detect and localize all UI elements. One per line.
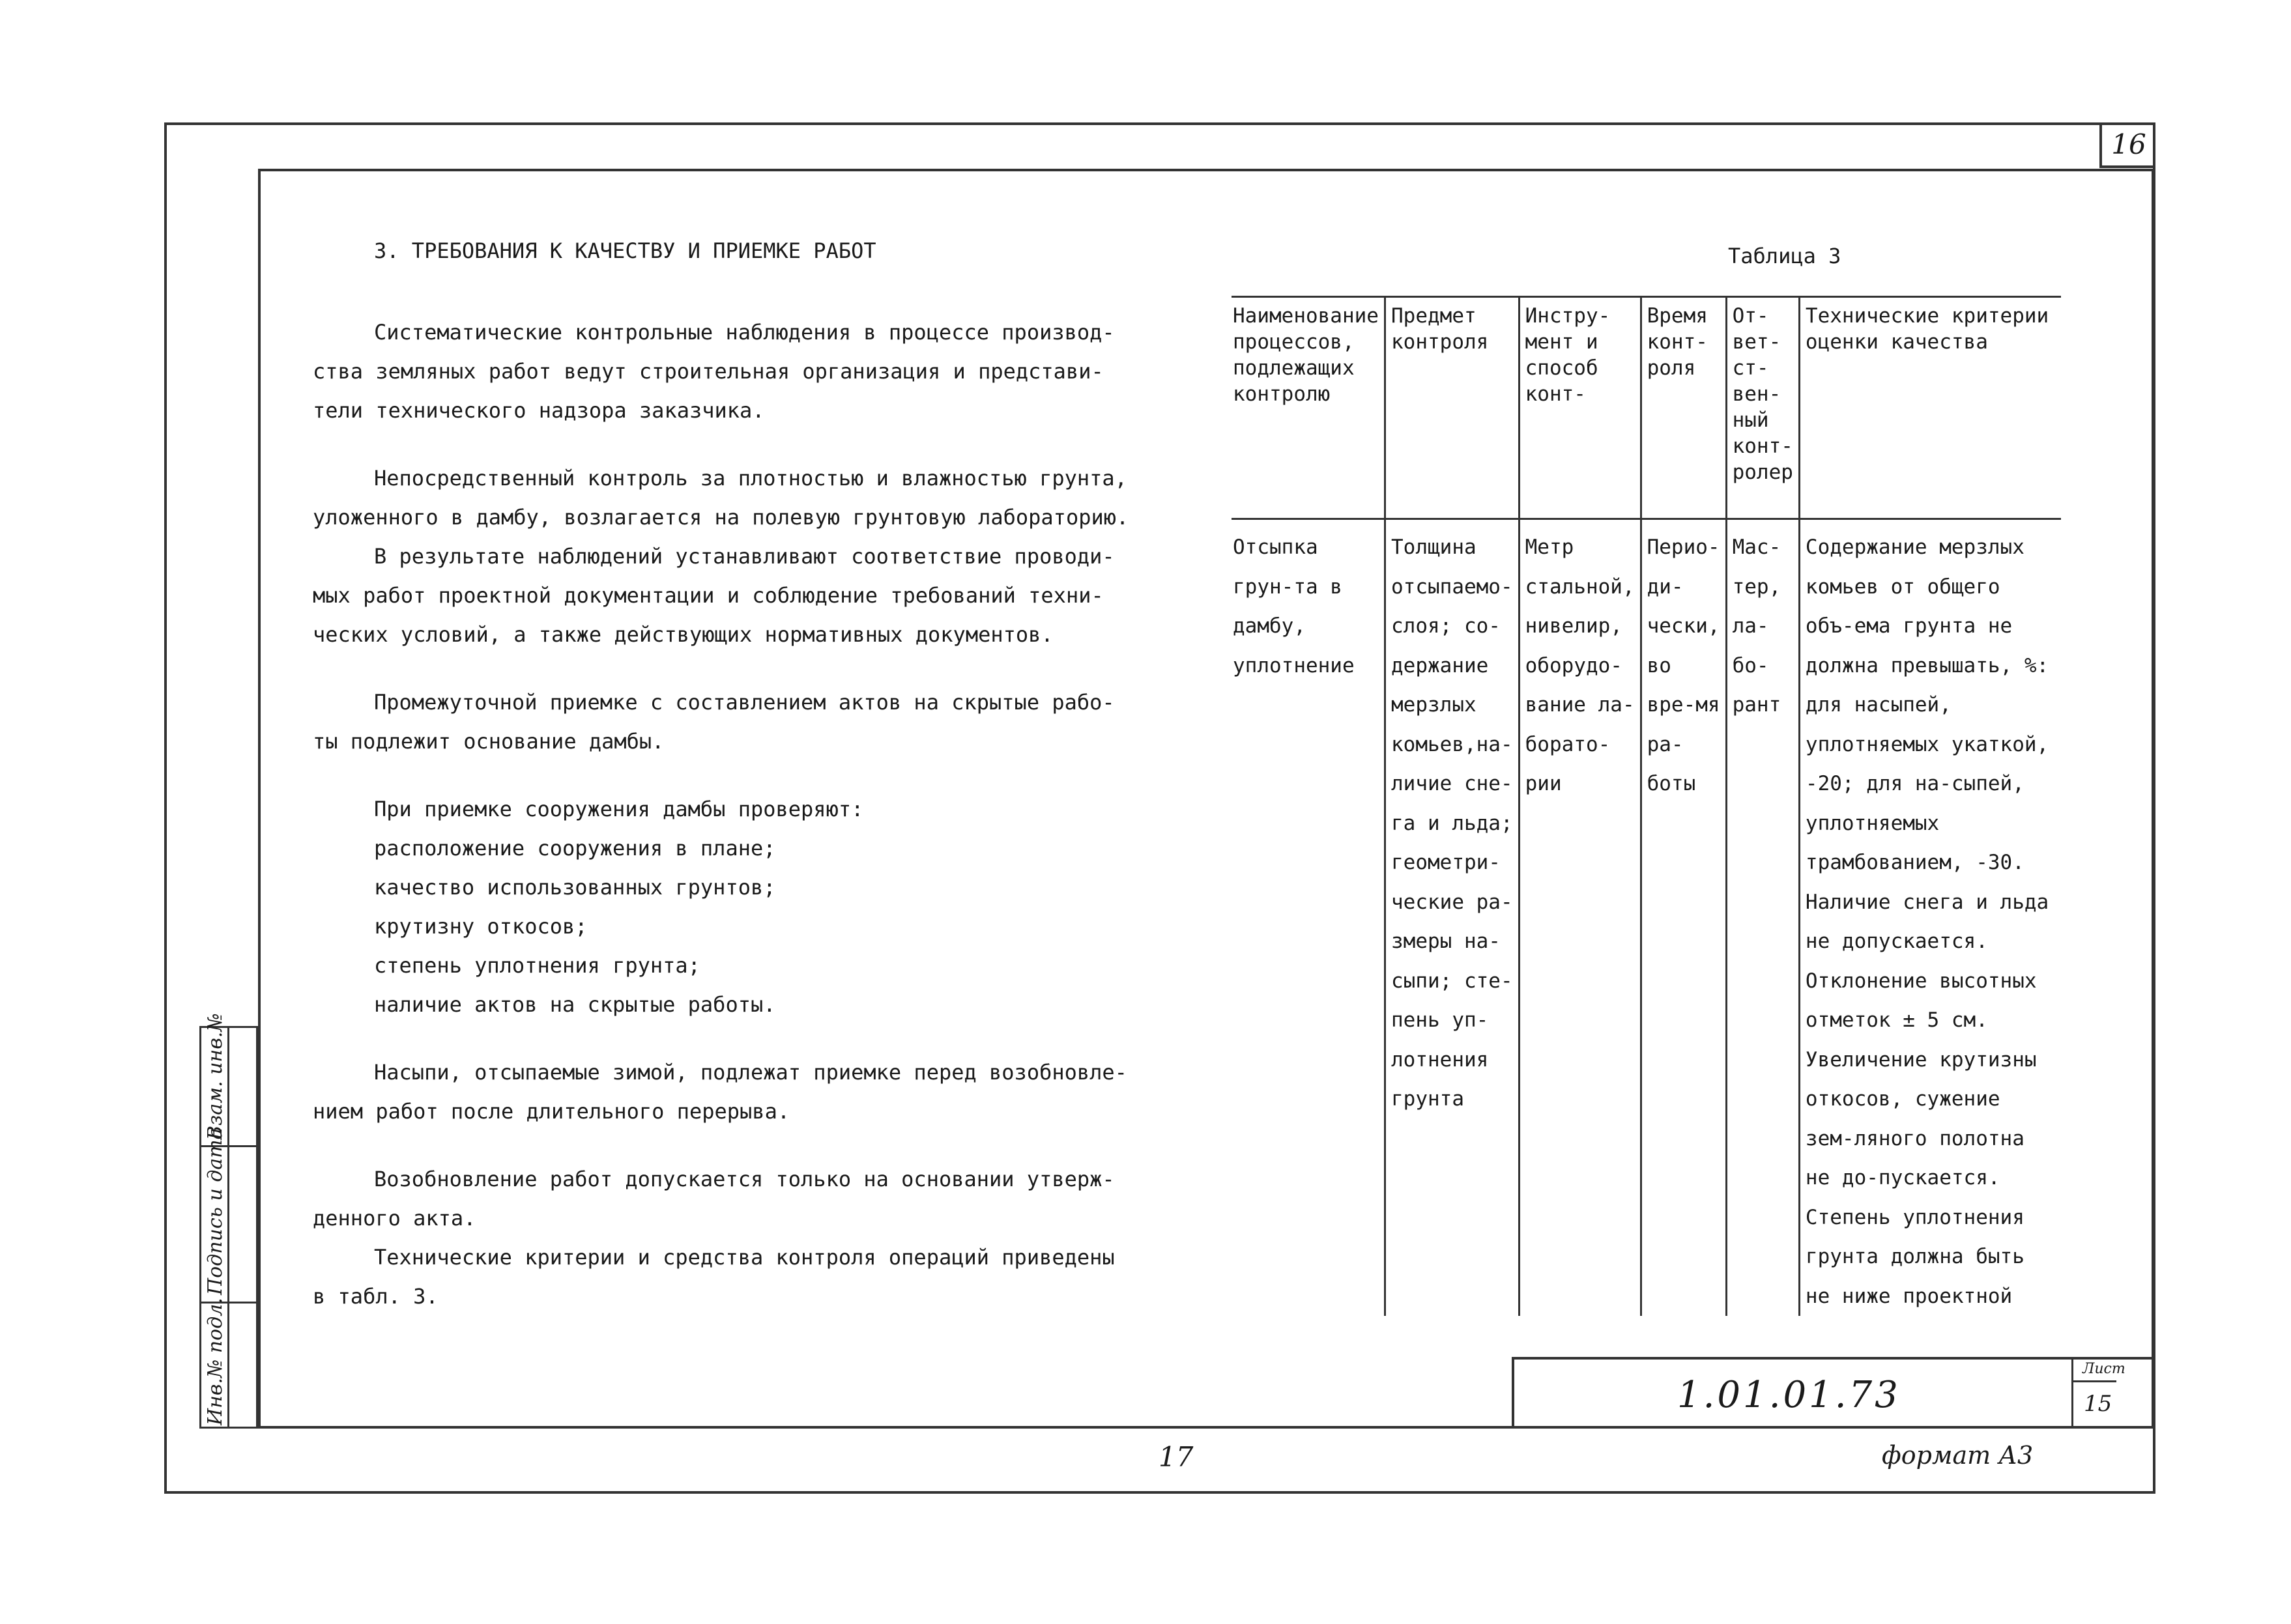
document-code: 1.01.01.73 xyxy=(1677,1374,1901,1416)
table-header-cell: Время конт-роля xyxy=(1641,297,1726,519)
side-label-inv: Инв.№ подл. xyxy=(204,1298,227,1425)
table-cell: Мас-тер, ла-бо-рант xyxy=(1726,519,1799,1317)
paragraph: При приемке сооружения дамбы проверяют: xyxy=(374,797,864,821)
table-header-cell: Инстру-мент и способ конт- xyxy=(1519,297,1641,519)
side-strip-divider xyxy=(227,1028,229,1427)
table-header-row xyxy=(1232,297,2061,519)
sheet-number: 15 xyxy=(2084,1391,2112,1417)
checklist-item: расположение сооружения в плане; xyxy=(374,836,776,861)
table-cell: Отсыпка грун-та в дамбу, уплотнение xyxy=(1233,535,1355,677)
paragraph: Технические критерии и средства контроля операций приведены в табл. 3. xyxy=(313,1245,1115,1309)
quality-table xyxy=(1232,296,2061,1316)
title-block xyxy=(1512,1357,2154,1429)
paragraph: Промежуточной приемке с составлением актов на скрытые рабо-ты подлежит основание дамбы. xyxy=(313,690,1115,754)
page-corner-number: 16 xyxy=(2099,122,2155,168)
footer-page-number: 17 xyxy=(1159,1441,1194,1473)
sheet-box xyxy=(2071,1360,2158,1429)
checklist-item: степень уплотнения грунта; xyxy=(374,953,700,978)
paragraph: Возобновление работ допускается только на основании утверж-денного акта. xyxy=(313,1167,1115,1231)
table-header-cell: Наименование процессов, подлежащих контролю xyxy=(1233,304,1379,406)
side-label-signature: Подпись и дата xyxy=(204,1128,227,1295)
paragraph: Непосредственный контроль за плотностью и влажностью грунта, уложенного в дамбу, возлагается на полевую грунтовую лабораторию. xyxy=(313,466,1129,530)
table-header-cell: Технические критерии оценки качества xyxy=(1799,297,2061,519)
sheet-divider xyxy=(2073,1380,2116,1382)
sheet-label: Лист xyxy=(2082,1361,2125,1377)
checklist-item: наличие актов на скрытые работы. xyxy=(374,992,776,1017)
table-header-cell: От-вет-ст-вен-ный конт-ролер xyxy=(1726,297,1799,519)
table-title: Таблица 3 xyxy=(1728,244,1841,268)
body-text xyxy=(313,313,1134,1316)
table-cell: Содержание мерзлых комьев от общего объ-ема грунта не должна превышать, %: для насыпей, уплотняемых укаткой, -20; для на-сыпей, уплотняемых трамбованием, -30. Наличие снега и льда не допускается. Отклонение высотных отметок ± 5 см. Увеличение крутизны откосов, сужение зем-ляного полотна не до-пускается. Степень уплотнения грунта должна быть не ниже проектной xyxy=(1799,519,2061,1317)
side-strip xyxy=(199,1013,258,1429)
checklist-item: крутизну откосов; xyxy=(374,914,588,939)
side-label-replace: Взам. инв.№ xyxy=(204,1013,227,1140)
section-heading: 3. ТРЕБОВАНИЯ К КАЧЕСТВУ И ПРИЕМКЕ РАБОТ xyxy=(374,238,876,263)
table-cell: Толщина отсыпаемо-слоя; со-держание мерзлых комьев,на-личие сне-га и льда; геометри-ческие ра-змеры на-сыпи; сте-пень уп-лотнения грунта xyxy=(1385,519,1520,1317)
table-row xyxy=(1232,519,2061,1317)
paragraph: Систематические контрольные наблюдения в процессе производ-ства земляных работ ведут строительная организация и представи-тели технического надзора заказчика. xyxy=(313,320,1115,423)
table-header-cell: Предмет контроля xyxy=(1385,297,1520,519)
table-cell: Метр стальной, нивелир, оборудо-вание ла-борато-рии xyxy=(1519,519,1641,1317)
paragraph: В результате наблюдений устанавливают соответствие проводи-мых работ проектной документации и соблюдение требований техни-ческих условий, а также действующих нормативных документов. xyxy=(313,544,1115,647)
footer-format: формат А3 xyxy=(1882,1441,2034,1470)
table-cell: Перио-ди-чески, во вре-мя ра-боты xyxy=(1641,519,1726,1317)
checklist-item: качество использованных грунтов; xyxy=(374,875,776,900)
paragraph: Насыпи, отсыпаемые зимой, подлежат приемке перед возобновле-нием работ после длительного перерыва. xyxy=(313,1060,1127,1124)
